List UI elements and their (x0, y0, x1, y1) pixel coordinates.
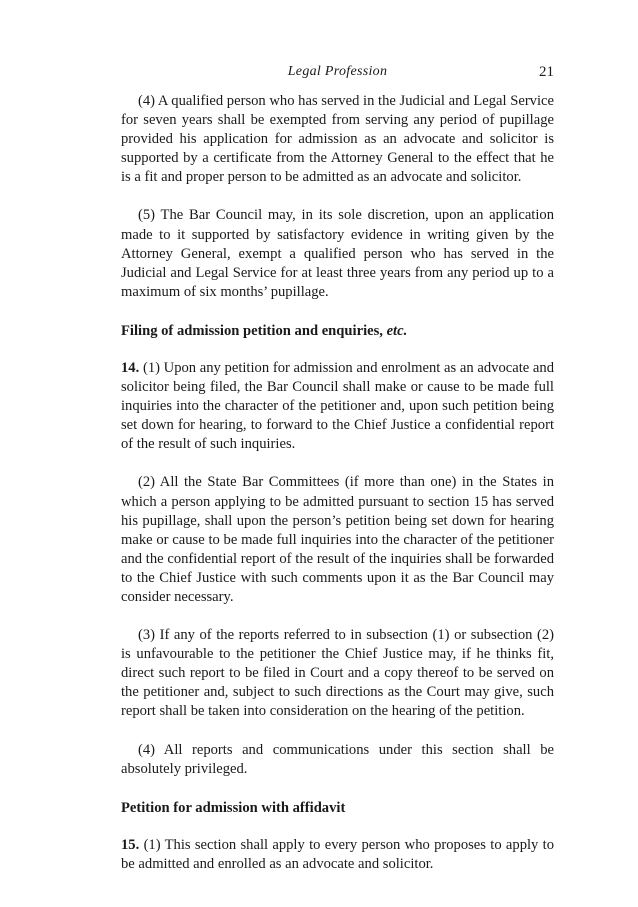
paragraph-14-2: (2) All the State Bar Committees (if more than one) in the States in which a person applying to be admitted pursuant to section 15 has served his pupillage, shall upon the person’s petition being set down for hearing make or cause to be made full inquiries into the character of the petitioner and the confidential report of the result of the inquiries shall be forwarded to the Chief Justice with such comments upon it as the Bar Council may consider necessary. (121, 474, 554, 605)
section-14-heading: Filing of admission petition and enquiries, etc. (121, 322, 408, 339)
paragraph-13-5: (5) The Bar Council may, in its sole discretion, upon an application made to it supported by satisfactory evidence in writing given by the Attorney General, exempt a qualified person who has served in the Judicial and Legal Service for at least three years from any period up to a maximum of six months’ pupillage. (121, 207, 554, 300)
page-number: 21 (539, 64, 554, 80)
section-number: 14. (121, 359, 140, 376)
paragraph-13-4: (4) A qualified person who has served in the Judicial and Legal Service for seven years shall be exempted from serving any period of pupillage provided his application for admission as an advocate and solicitor is supported by a certificate from the Attorney General to the effect that he is a fit and proper person to be admitted as an advocate and solicitor. (121, 93, 554, 186)
running-header (121, 64, 554, 84)
paragraph-14-4: (4) All reports and communications under this section shall be absolutely privileged. (121, 741, 554, 777)
section-15-heading: Petition for admission with affidavit (121, 799, 346, 816)
running-title: Legal Profession (287, 64, 388, 79)
section-number: 15. (121, 836, 140, 853)
document-body (121, 92, 554, 874)
paragraph-14-3: (3) If any of the reports referred to in subsection (1) or subsection (2) is unfavourable to the petitioner the Chief Justice may, if he thinks fit, direct such report to be filed in Court and a copy thereof to be served on the petitioner and, subject to such directions as the Court may give, such report shall be taken into consideration on the hearing of the petition. (121, 627, 554, 720)
paragraph-14-1: 14. (1) Upon any petition for admission and enrolment as an advocate and solicitor being filed, the Bar Council shall make or cause to be made full inquiries into the character of the petitioner and, upon such petition being set down for hearing, to forward to the Chief Justice a confidential report of the result of such inquiries. (121, 359, 554, 453)
paragraph-15-1: 15. (1) This section shall apply to every person who proposes to apply to be admitted and enrolled as an advocate and solicitor. (121, 836, 554, 872)
